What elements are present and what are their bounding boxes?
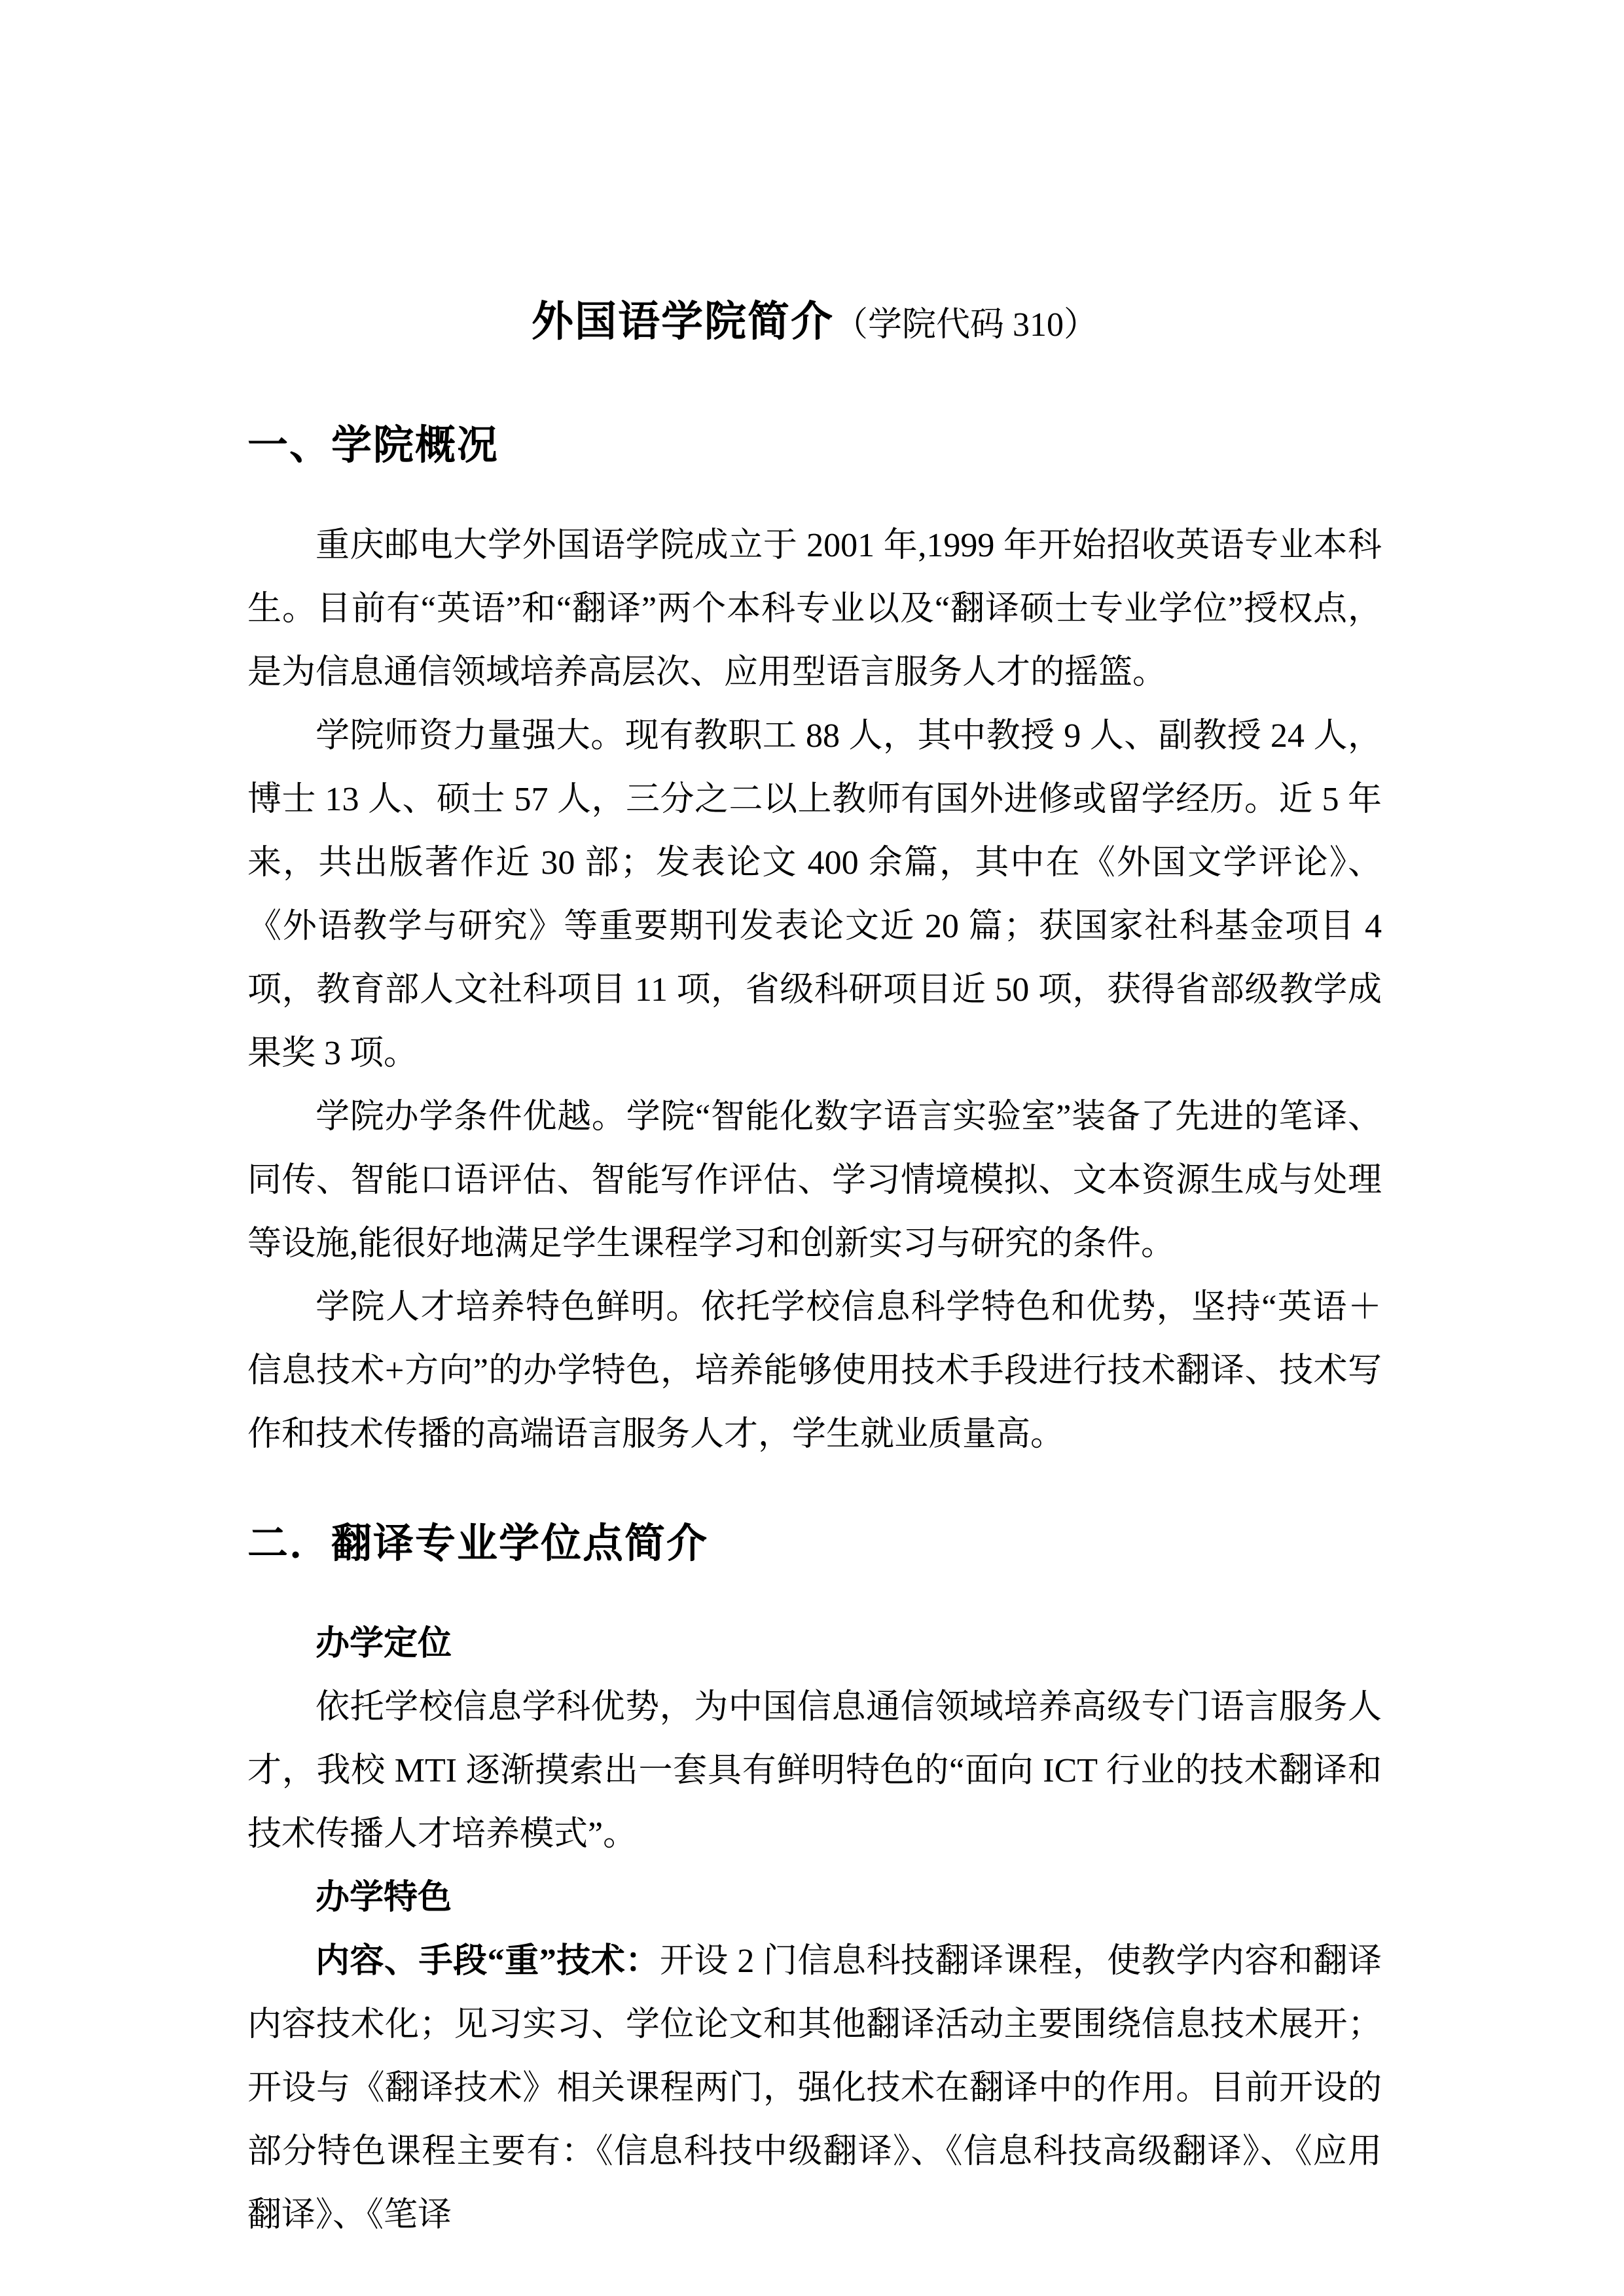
subheading-positioning: 办学定位: [316, 1625, 452, 1662]
mti-paragraph-2-lead: 内容、手段“重”技术：: [316, 1943, 660, 1980]
page-title: [247, 278, 1382, 361]
page-title-code: （学院代码 310）: [833, 306, 1098, 344]
subheading-features: 办学特色: [316, 1879, 452, 1916]
overview-paragraph-4: 学院人才培养特色鲜明。依托学校信息科学特色和优势，坚持“英语＋信息技术+方向”的办学特色，培养能够使用技术手段进行技术翻译、技术写作和技术传播的高端语言服务人才，学生就业质量高。: [247, 1289, 1382, 1453]
mti-paragraph-2-rest: 开设 2 门信息科技翻译课程，使教学内容和翻译内容技术化；见习实习、学位论文和其他翻译活动主要围绕信息技术展开；开设与《翻译技术》相关课程两门，强化技术在翻译中的作用。目前开设的部分特色课程主要有：《信息科技中级翻译》、《信息科技高级翻译》、《应用翻译》、《笔译: [247, 1943, 1382, 2234]
section-heading-mti: 二．翻译专业学位点简介: [247, 1521, 709, 1566]
overview-paragraph-1: 重庆邮电大学外国语学院成立于 2001 年,1999 年开始招收英语专业本科生。目前有“英语”和“翻译”两个本科专业以及“翻译硕士专业学位”授权点，是为信息通信领域培养高层次、应用型语言服务人才的摇篮。: [247, 527, 1382, 691]
page-title-text: 外国语学院简介: [531, 298, 834, 345]
section-heading-overview: 一、学院概况: [247, 423, 499, 468]
overview-paragraph-2: 学院师资力量强大。现有教职工 88 人，其中教授 9 人、副教授 24 人，博士 13 人、硕士 57 人，三分之二以上教师有国外进修或留学经历。近 5 年来，共出版著作近 30 部；发表论文 400 余篇，其中在《外国文学评论》、《外语教学与研究》等重要期刊发表论文近 20 篇；获国家社科基金项目 4 项，教育部人文社科项目 11 项，省级科研项目近 50 项，获得省部级教学成果奖 3 项。: [247, 717, 1382, 1072]
mti-paragraph-1: 依托学校信息学科优势，为中国信息通信领域培养高级专门语言服务人才，我校 MTI 逐渐摸索出一套具有鲜明特色的“面向 ICT 行业的技术翻译和技术传播人才培养模式”。: [247, 1689, 1382, 1853]
mti-paragraph-2: [247, 1929, 1382, 2247]
overview-paragraph-3: 学院办学条件优越。学院“智能化数字语言实验室”装备了先进的笔译、同传、智能口语评估、智能写作评估、学习情境模拟、文本资源生成与处理等设施,能很好地满足学生课程学习和创新实习与研究的条件。: [247, 1098, 1382, 1263]
